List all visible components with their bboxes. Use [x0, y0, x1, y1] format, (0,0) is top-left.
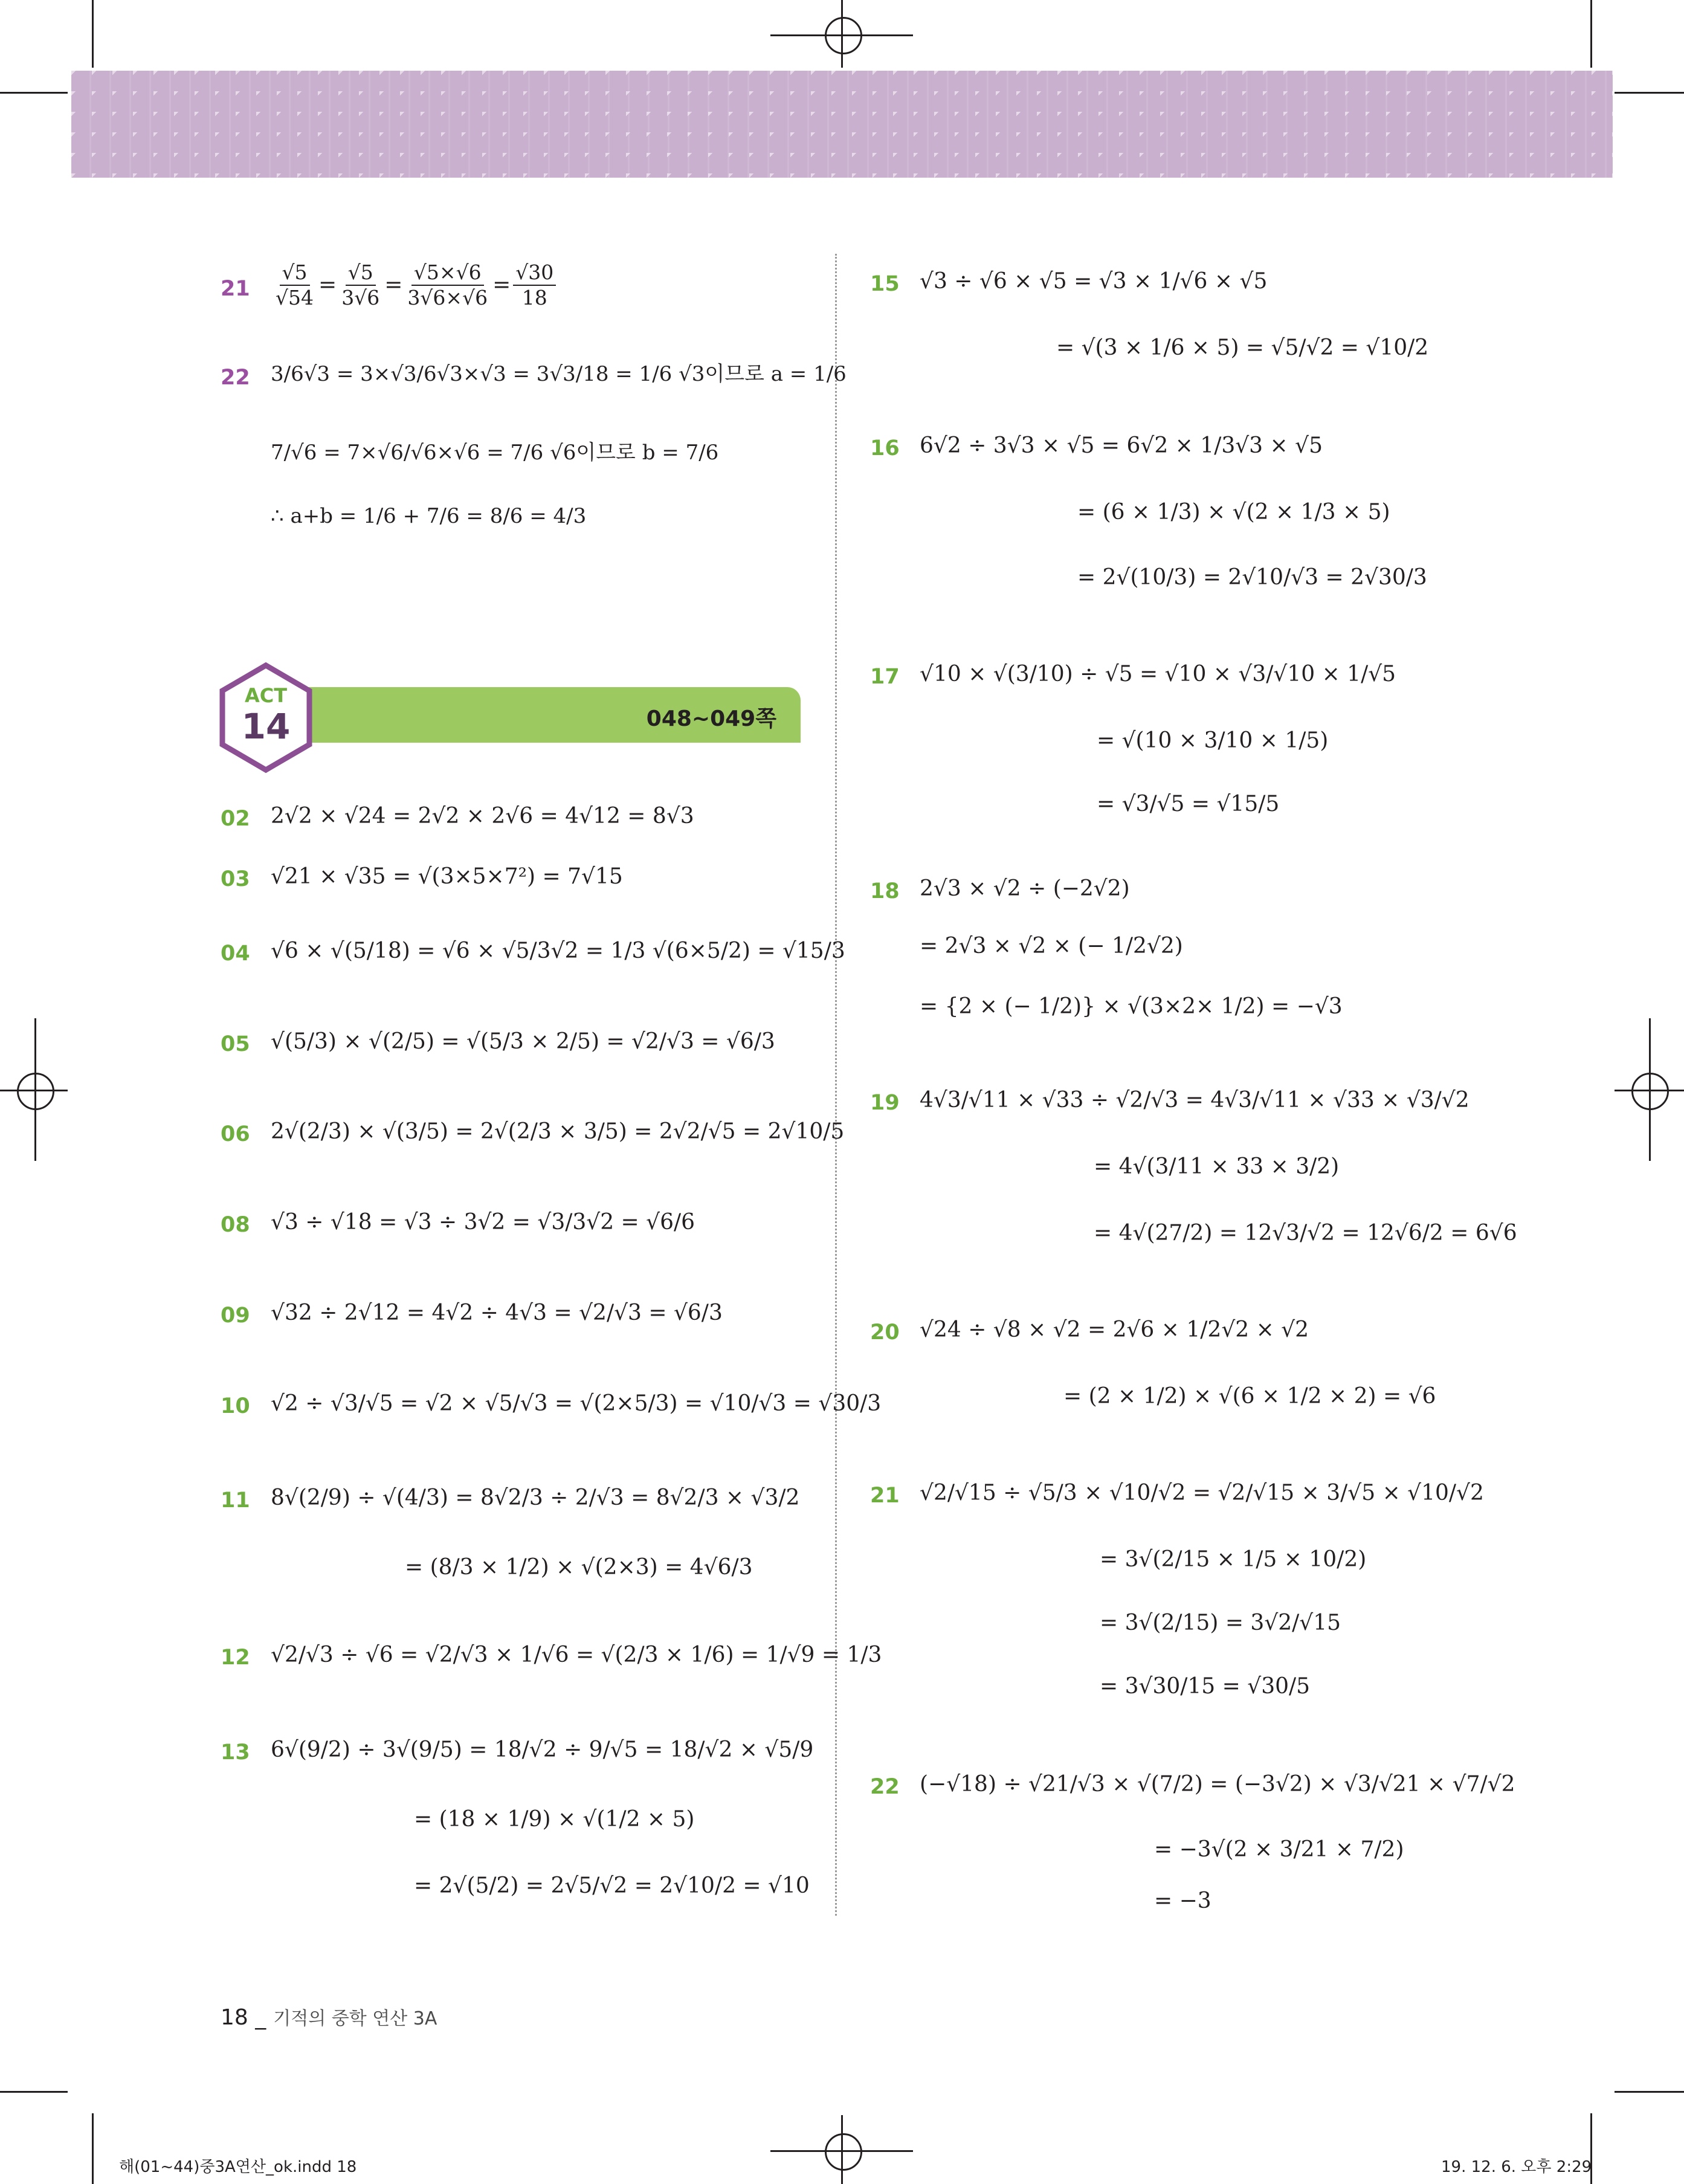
- solution-22-line3: ∴ a+b = 1/6 + 7/6 = 8/6 = 4/3: [271, 504, 587, 528]
- file-slug: 해(01~44)중3A연산_ok.indd 18: [119, 2158, 357, 2176]
- problem-number: 05: [221, 1032, 250, 1056]
- solution-21: $\frac{√5}{√54}$ = $\frac{√5}{3√6}$ = $\frac{√5\times√6}{3√6\times√6}$ = $\frac{√30}{18}$: [271, 249, 558, 321]
- solution-08: √3 ÷ √18 = √3 ÷ 3√2 = √3/3√2 = √6/6: [271, 1210, 695, 1235]
- solution-06: 2√(2/3) × √(3/5) = 2√(2/3 × 3/5) = 2√2/√5 = 2√10/5: [271, 1119, 845, 1144]
- crop-mark: [1590, 0, 1592, 68]
- problem-number: 03: [221, 867, 250, 891]
- problem-number: 18: [870, 879, 900, 903]
- crop-mark: [0, 2091, 68, 2093]
- solution-16-line3: = 2√(10/3) = 2√10/√3 = 2√30/3: [1077, 565, 1427, 590]
- book-title: 기적의 중학 연산 3A: [273, 2008, 437, 2029]
- solution-22r-line3: = −3: [1154, 1888, 1211, 1913]
- problem-number: 09: [221, 1304, 250, 1328]
- registration-line: [841, 2115, 843, 2184]
- solution-20-line2: = (2 × 1/2) × √(6 × 1/2 × 2) = √6: [1063, 1384, 1436, 1409]
- problem-number: 06: [221, 1122, 250, 1146]
- solution-13: 6√(9/2) ÷ 3√(9/5) = 18/√2 ÷ 9/√5 = 18/√2 × √5/9: [271, 1737, 814, 1762]
- registration-line: [0, 1090, 68, 1091]
- registration-line: [841, 0, 843, 68]
- act-section-header: [218, 662, 801, 774]
- solution-21r-line3: = 3√(2/15) = 3√2/√15: [1100, 1611, 1341, 1635]
- problem-number: 12: [221, 1646, 250, 1670]
- solution-17-line2: = √(10 × 3/10 × 1/5): [1097, 728, 1329, 753]
- solution-09: √32 ÷ 2√12 = 4√2 ÷ 4√3 = √2/√3 = √6/3: [271, 1300, 723, 1325]
- problem-number: 22: [870, 1775, 900, 1799]
- header-banner: [71, 71, 1613, 178]
- problem-number: 15: [870, 272, 900, 296]
- solution-22-line1: 3/6√3 = 3×√3/6√3×√3 = 3√3/18 = 1/6 √3이므로 a = 1/6: [271, 362, 847, 386]
- solution-21r-line4: = 3√30/15 = √30/5: [1100, 1674, 1311, 1699]
- solution-11-line2: = (8/3 × 1/2) × √(2×3) = 4√6/3: [405, 1555, 753, 1580]
- solution-13-line3: = 2√(5/2) = 2√5/√2 = 2√10/2 = √10: [414, 1873, 810, 1898]
- problem-number: 17: [870, 665, 900, 689]
- solution-05: √(5/3) × √(2/5) = √(5/3 × 2/5) = √2/√3 = √6/3: [271, 1029, 775, 1054]
- solution-02: 2√2 × √24 = 2√2 × 2√6 = 4√12 = 8√3: [271, 804, 694, 829]
- problem-number: 20: [870, 1320, 900, 1345]
- solution-19-line1: 4√3/√11 × √33 ÷ √2/√3 = 4√3/√11 × √33 × √3/√2: [920, 1088, 1469, 1113]
- page-reference: 048~049쪽: [646, 706, 776, 731]
- problem-number: 10: [221, 1394, 250, 1418]
- solution-19-line3: = 4√(27/2) = 12√3/√2 = 12√6/2 = 6√6: [1094, 1221, 1517, 1245]
- act-label: ACT: [244, 684, 288, 707]
- problem-number: 19: [870, 1091, 900, 1115]
- crop-mark: [1615, 2091, 1684, 2093]
- solution-11: 8√(2/9) ÷ √(4/3) = 8√2/3 ÷ 2/√3 = 8√2/3 × √3/2: [271, 1485, 800, 1510]
- registration-line: [34, 1018, 36, 1161]
- solution-10: √2 ÷ √3/√5 = √2 × √5/√3 = √(2×5/3) = √10/√3 = √30/3: [271, 1391, 882, 1416]
- solution-18-line2: = 2√3 × √2 × (− 1/2√2): [920, 934, 1183, 958]
- crop-mark: [0, 92, 68, 94]
- registration-line: [1649, 1018, 1651, 1161]
- solution-22r-line1: (−√18) ÷ √21/√3 × √(7/2) = (−3√2) × √3/√21 × √7/√2: [920, 1772, 1515, 1797]
- solution-16-line1: 6√2 ÷ 3√3 × √5 = 6√2 × 1/3√3 × √5: [920, 433, 1323, 458]
- solution-17-line1: √10 × √(3/10) ÷ √5 = √10 × √3/√10 × 1/√5: [920, 662, 1396, 687]
- solution-19-line2: = 4√(3/11 × 33 × 3/2): [1094, 1154, 1340, 1179]
- solution-16-line2: = (6 × 1/3) × √(2 × 1/3 × 5): [1077, 500, 1390, 525]
- solution-03: √21 × √35 = √(3×5×7²) = 7√15: [271, 864, 623, 889]
- solution-20-line1: √24 ÷ √8 × √2 = 2√6 × 1/2√2 × √2: [920, 1317, 1309, 1342]
- problem-number: 08: [221, 1213, 250, 1237]
- act-number: 14: [241, 706, 291, 747]
- page-number: 18 _: [221, 2005, 266, 2030]
- crop-mark: [1615, 92, 1684, 94]
- problem-number: 22: [221, 366, 250, 390]
- problem-number: 02: [221, 807, 250, 831]
- problem-number: 04: [221, 942, 250, 966]
- solution-13-line2: = (18 × 1/9) × √(1/2 × 5): [414, 1807, 695, 1832]
- solution-15-line1: √3 ÷ √6 × √5 = √3 × 1/√6 × √5: [920, 269, 1268, 294]
- crop-mark: [92, 0, 94, 68]
- solution-22-line2: 7/√6 = 7×√6/√6×√6 = 7/6 √6이므로 b = 7/6: [271, 441, 719, 465]
- problem-number: 21: [870, 1484, 900, 1508]
- solution-22r-line2: = −3√(2 × 3/21 × 7/2): [1154, 1837, 1404, 1862]
- registration-mark-bottom: [825, 2133, 862, 2171]
- problem-number: 16: [870, 436, 900, 460]
- print-date: 19. 12. 6. 오후 2:29: [1441, 2158, 1592, 2176]
- solution-04: √6 × √(5/18) = √6 × √5/3√2 = 1/3 √(6×5/2) = √15/3: [271, 939, 845, 963]
- crop-mark: [92, 2113, 94, 2184]
- problem-number: 13: [221, 1740, 250, 1765]
- solution-21r-line2: = 3√(2/15 × 1/5 × 10/2): [1100, 1547, 1367, 1572]
- solution-15-line2: = √(3 × 1/6 × 5) = √5/√2 = √10/2: [1056, 335, 1429, 360]
- solution-18-line1: 2√3 × √2 ÷ (−2√2): [920, 876, 1130, 901]
- problem-number: 21: [221, 277, 250, 301]
- solution-17-line3: = √3/√5 = √15/5: [1097, 792, 1280, 816]
- solution-12: √2/√3 ÷ √6 = √2/√3 × 1/√6 = √(2/3 × 1/6) = 1/√9 = 1/3: [271, 1643, 882, 1667]
- solution-21r-line1: √2/√15 ÷ √5/3 × √10/√2 = √2/√15 × 3/√5 × √10/√2: [920, 1481, 1484, 1505]
- solution-18-line3: = {2 × (− 1/2)} × √(3×2× 1/2) = −√3: [920, 994, 1343, 1019]
- page-footer: [221, 2003, 437, 2030]
- problem-number: 11: [221, 1488, 250, 1513]
